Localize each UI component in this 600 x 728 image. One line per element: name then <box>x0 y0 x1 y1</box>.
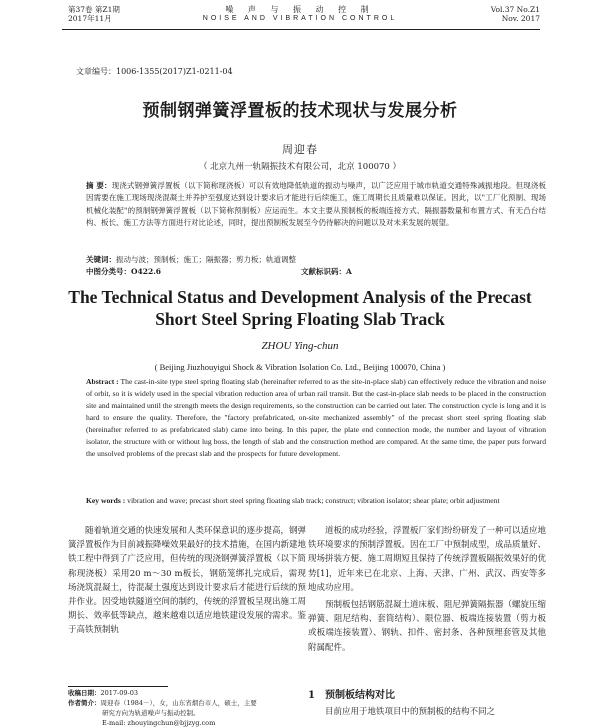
author-bio-text: 周迎春（1984－），女，山东省烟台市人，硕士，主要 <box>100 699 257 707</box>
abstract-en-text: The cast-in-site type steel spring floating slab (hereinafter referred to as the site-in-place slab) can effectively reduce the vibration and noise of orbit, so it is widely used in the special vibration reduction area of urban rail transit. But the cast-in-place slab needs to be placed in the construction site and maintained until the strength meets the design requirements, so the construction can be carried out later. The construction cycle is long and it is hard to ensure the quality. Therefore, the "factory prefabricated, on-site mechanized assembly" of the precast short steel spring floating slab (hereinafter referred to as prefabricated slab) came into being. In this paper, the plate end connection mode, the number and layout of vibration isolator, the structure with or without lug boss, the length of slab and the construction method are compared. At the same time, the paper puts forward the unsolved problems of the precast slab and the prospects for future development. <box>86 377 547 458</box>
section-heading: 1 预制板结构对比 <box>308 690 395 701</box>
body-column-right <box>308 524 546 655</box>
volume-issue: 第37卷 第Z1期 <box>68 5 120 14</box>
received-label: 收稿日期： <box>68 689 101 697</box>
author-name-cn: 周迎春 <box>282 143 318 156</box>
publication-date: 2017年11月 <box>68 14 112 23</box>
classification-row <box>86 266 546 277</box>
paper-title-en-line1: The Technical Status and Development Analysis of the Precast <box>68 287 532 307</box>
body-paragraph: 随着轨道交通的快速发展和人类环保意识的逐步提高，钢弹簧浮置板作为目前减振降噪效果最好的技术措施，在国内新建地铁工程中得到了广泛应用，但传统的现浇钢弹簧浮置板（以下简称现浇板）采用20 m～30 m板长，钢筋笼绑扎完成后，需现场浇筑混凝土，待混凝土强度达到设计要求后才能进行后续的预并作业。因受地铁隧道空间的制约，传统的浮置板呈现出施工周期长、效率低等缺点，越来越难以适应地铁建设发展的需求。鉴于高铁预制轨 <box>68 526 307 636</box>
clc-label: 中图分类号： <box>86 267 131 276</box>
journal-title-en: NOISE AND VIBRATION CONTROL <box>202 15 398 22</box>
received-date <box>68 688 306 698</box>
volume-issue-en: Vol.37 No.Z1 <box>490 5 540 14</box>
article-number: 文章编号：1006-1355(2017)Z1-0211-04 <box>76 67 233 76</box>
author-bio-cont: 研究方向为轨道噪声与振动控制。 <box>102 709 200 717</box>
keywords-en-text: vibration and wave; precast short steel spring floating slab track; construct; vibration isolator; shear plate; orbit adjustment <box>127 496 500 505</box>
abstract-en-label: Abstract : <box>86 377 119 386</box>
body-paragraph-continued: 目前应用于地铁项目中的预制板的结构不同之 <box>325 707 496 717</box>
affiliation-en: ( Beijing Jiuzhouyigui Shock & Vibration Isolation Co. Ltd., Beijing 100070, China ) <box>154 362 446 372</box>
body-column-left <box>68 524 306 638</box>
received-value: 2017-09-03 <box>100 689 138 697</box>
email-label: E-mail: <box>102 719 128 727</box>
abstract-cn <box>86 180 546 229</box>
doc-code <box>301 266 352 277</box>
affiliation-cn: （ 北京九州一轨隔振技术有限公司，北京 100070 ） <box>198 162 402 172</box>
footnote <box>68 688 306 728</box>
keywords-cn-label: 关键词： <box>86 255 116 264</box>
author-bio-label: 作者简介： <box>68 699 101 707</box>
clc-value: O422.6 <box>131 267 162 276</box>
email-value: zhouyingchun@bjjzyg.com <box>127 719 216 727</box>
paper-title-en <box>0 286 600 330</box>
doc-code-value: A <box>346 267 352 276</box>
author-email <box>68 718 306 728</box>
journal-title-cn: 噪 声 与 振 动 控 制 <box>225 5 375 14</box>
author-name-en: ZHOU Ying-chun <box>261 340 339 352</box>
author-bio <box>68 698 306 708</box>
abstract-cn-text: 现浇式钢弹簧浮置板（以下简称现浇板）可以有效地降低轨道的振动与噪声，以广泛应用于城市轨道交通特殊减振地段。但现浇板因需要在施工现场现浇混凝土并养护至强度达到设计要求后才能进行后续施工，施工周期长且质量难以保证。因此，以"工厂化预制、现场机械化装配"的预制钢弹簧浮置板（以下简称预制板）应运而生。本文主要从预制板的板端连接方式、隔振器数量和布置方式、有无凸台结构、板长、施工方法等方面进行对比论述，同时，提出预制板发展至今仍待解决的问题以及对未来发展的展望。 <box>86 181 546 227</box>
body-paragraph: 道板的成功经验，浮置板厂家们纷纷研发了一种可以适应地铁环境要求的预制浮置板。因在工厂中预制成型，成品质量好、现场拼装方便、施工周期短且保持了传统浮置板隔振效果好的优势[1]，近年来已在北京、上海、天津、广州、武汉、西安等多地成功应用。 <box>308 526 547 593</box>
keywords-cn-text: 振动与波；预制板；施工；隔振器；剪力板；轨道调整 <box>116 255 296 264</box>
header-rule <box>62 29 540 30</box>
paper-title-en-line2: Short Steel Spring Floating Slab Track <box>155 309 445 329</box>
doc-code-label: 文献标识码： <box>301 267 346 276</box>
running-header-right <box>491 5 540 23</box>
keywords-en <box>86 495 546 507</box>
abstract-cn-label: 摘 要： <box>86 181 112 190</box>
footnote-rule <box>68 686 168 687</box>
abstract-en <box>86 376 546 460</box>
keywords-cn <box>86 254 546 265</box>
paper-title-cn: 预制钢弹簧浮置板的技术现状与发展分析 <box>142 101 458 121</box>
keywords-en-label: Key words : <box>86 496 126 505</box>
publication-date-en: Nov. 2017 <box>501 14 540 23</box>
body-paragraph: 预制板包括钢筋混凝土道床板、阻尼弹簧隔振器（螺旋压缩弹簧、阻尼结构、套筒结构）、限位器、板端连接装置（剪力板或板端连接装置）、钢轨、扣件、密封条、各种预埋套管及其他附属配件。 <box>308 600 547 653</box>
